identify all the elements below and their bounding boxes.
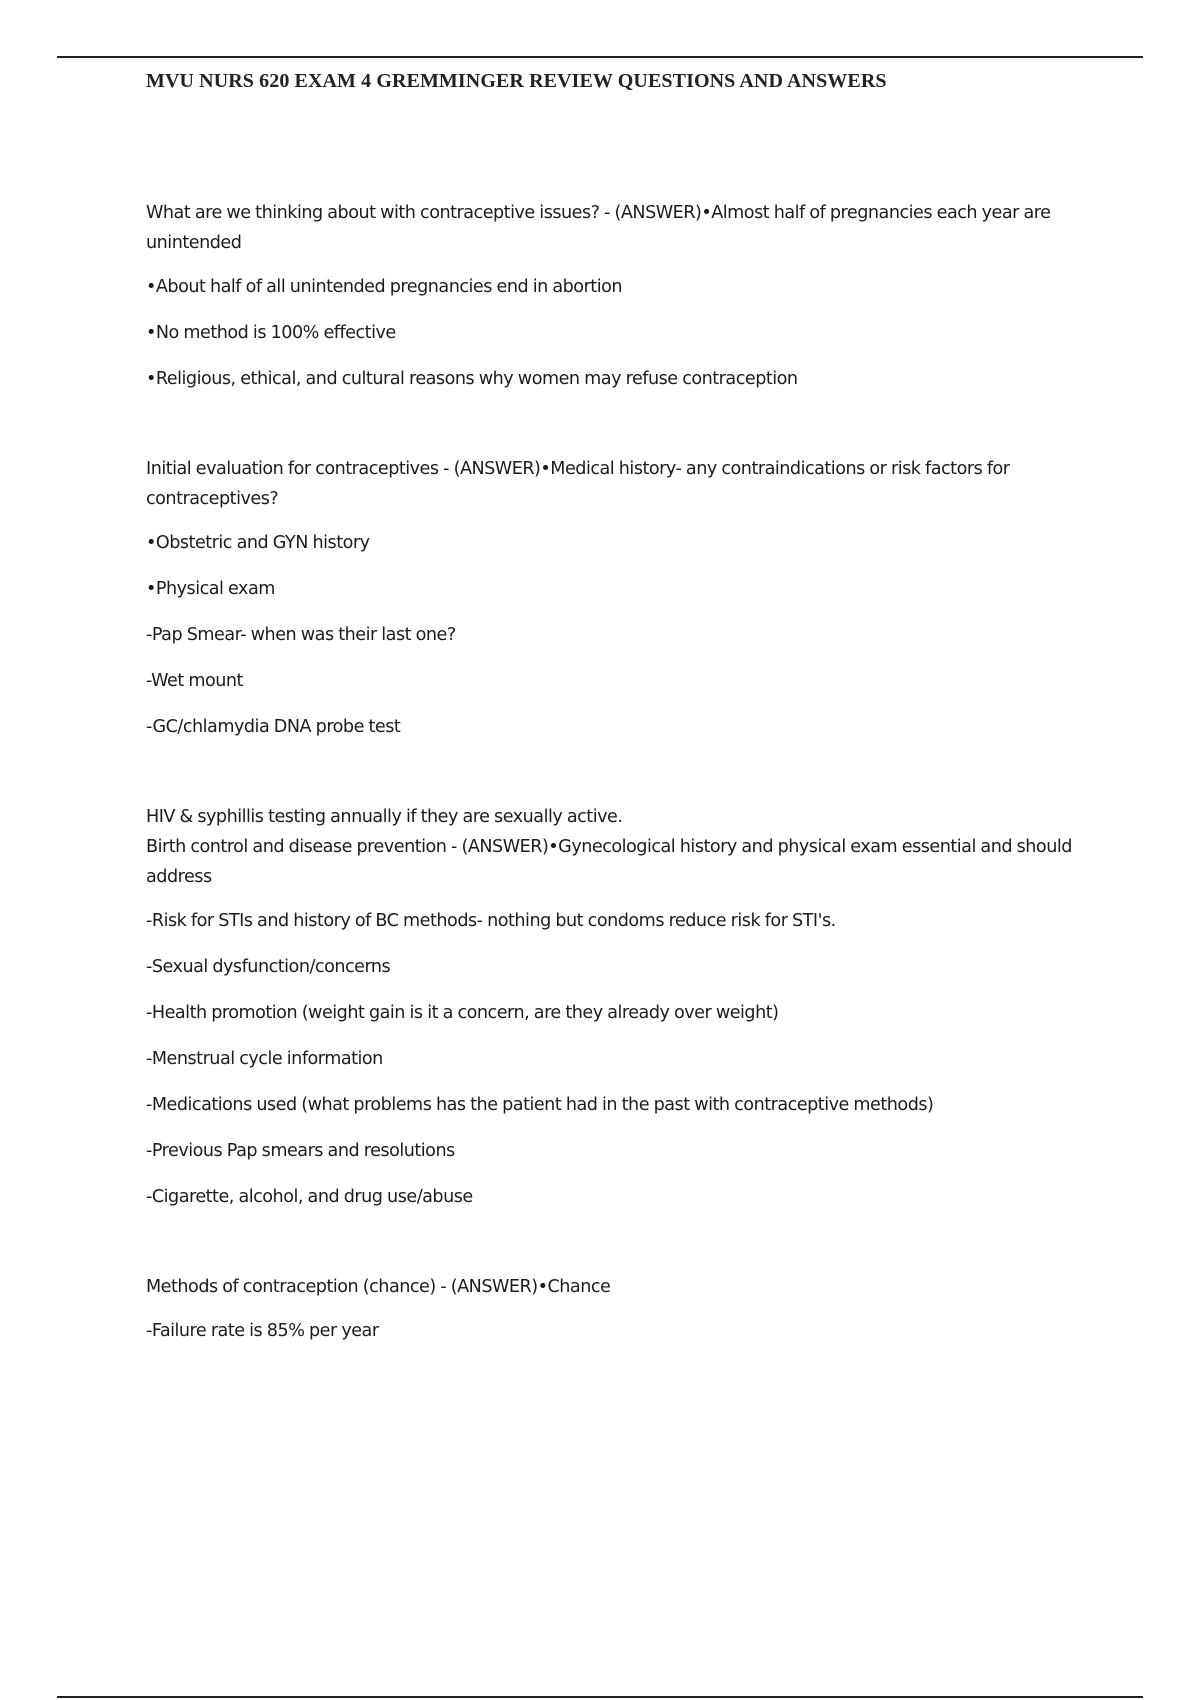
hiv-testing-note: HIV & syphillis testing annually if they are sexually active.	[146, 807, 623, 827]
qa-birth-control-prevention	[146, 832, 1086, 1212]
answer-line: -Cigarette, alcohol, and drug use/abuse	[146, 1187, 473, 1207]
document-body	[146, 198, 1086, 1406]
answer-line: -Previous Pap smears and resolutions	[146, 1141, 455, 1161]
answer-line: -Wet mount	[146, 671, 243, 691]
answer-line: -Failure rate is 85% per year	[146, 1321, 379, 1341]
answer-line: -GC/chlamydia DNA probe test	[146, 717, 401, 737]
answer-line: -Menstrual cycle information	[146, 1049, 383, 1069]
qa-methods-chance	[146, 1272, 1086, 1346]
qa-contraceptive-issues	[146, 198, 1086, 394]
answer-line: •About half of all unintended pregnancies end in abortion	[146, 277, 623, 297]
answer-line: •No method is 100% effective	[146, 323, 396, 343]
question-answer-lead: Methods of contraception (chance) - (ANSWER)•Chance	[146, 1277, 611, 1297]
answer-line: •Religious, ethical, and cultural reasons why women may refuse contraception	[146, 369, 798, 389]
answer-line: -Pap Smear- when was their last one?	[146, 625, 456, 645]
bottom-rule	[57, 1696, 1143, 1698]
answer-line: •Obstetric and GYN history	[146, 533, 370, 553]
answer-line: -Risk for STIs and history of BC methods- nothing but condoms reduce risk for STI's.	[146, 911, 836, 931]
question-answer-lead: Initial evaluation for contraceptives - (ANSWER)•Medical history- any contraindications or risk factors for contraceptives?	[146, 459, 1010, 509]
answer-line: -Sexual dysfunction/concerns	[146, 957, 391, 977]
answer-line: -Medications used (what problems has the patient had in the past with contraceptive methods)	[146, 1095, 934, 1115]
document-title: MVU NURS 620 EXAM 4 GREMMINGER REVIEW QUESTIONS AND ANSWERS	[146, 70, 887, 92]
question-answer-lead: Birth control and disease prevention - (ANSWER)•Gynecological history and physical exam essential and should address	[146, 837, 1072, 887]
question-answer-lead: What are we thinking about with contraceptive issues? - (ANSWER)•Almost half of pregnancies each year are unintended	[146, 203, 1051, 253]
top-rule	[57, 56, 1143, 58]
qa-initial-evaluation	[146, 454, 1086, 742]
answer-line: •Physical exam	[146, 579, 275, 599]
answer-line: -Health promotion (weight gain is it a concern, are they already over weight)	[146, 1003, 779, 1023]
